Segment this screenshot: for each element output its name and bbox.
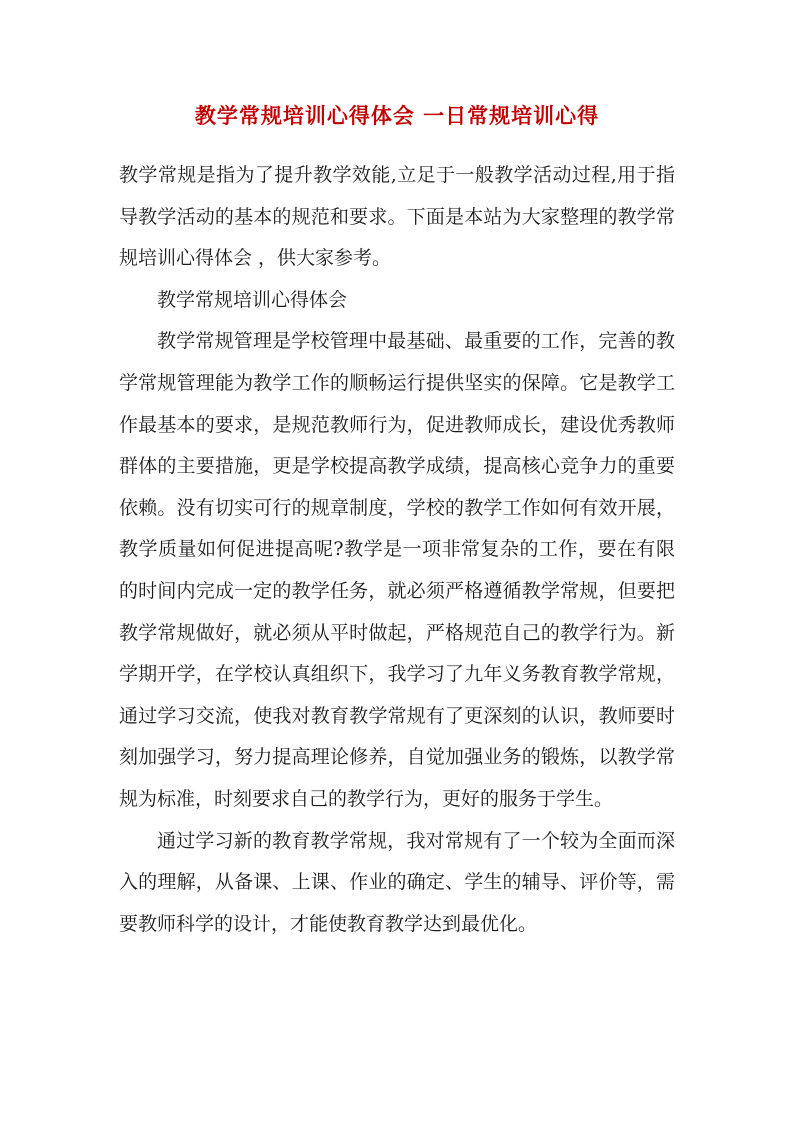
body-paragraph-1: 教学常规管理是学校管理中最基础、最重要的工作，完善的教学常规管理能为教学工作的顺畅运行提供坚实的保障。它是教学工作最基本的要求，是规范教师行为，促进教师成长，建设优秀教师群体的主要措施，更是学校提高教学成绩，提高核心竞争力的重要依赖。没有切实可行的规章制度，学校的教学工作如何有效开展，教学质量如何促进提高呢?教学是一项非常复杂的工作，要在有限的时间内完成一定的教学任务，就必须严格遵循教学常规，但要把教学常规做好，就必须从平时做起，严格规范自己的教学行为。新学期开学，在学校认真组织下，我学习了九年义务教育教学常规，通过学习交流，使我对教育教学常规有了更深刻的认识，教师要时刻加强学习，努力提高理论修养，自觉加强业务的锻炼，以教学常规为标准，时刻要求自己的教学行为，更好的服务于学生。 bbox=[119, 330, 675, 810]
section-subheading: 教学常规培训心得体会 bbox=[157, 288, 348, 311]
intro-paragraph: 教学常规是指为了提升教学效能,立足于一般教学活动过程,用于指导教学活动的基本的规范和要求。下面是本站为大家整理的教学常规培训心得体会 ，供大家参考。 bbox=[119, 164, 675, 270]
document-body bbox=[119, 155, 675, 945]
body-paragraph-2: 通过学习新的教育教学常规，我对常规有了一个较为全面而深入的理解，从备课、上课、作业的确定、学生的辅导、评价等，需要教师科学的设计，才能使教育教学达到最优化。 bbox=[119, 829, 675, 935]
document-title: 教学常规培训心得体会 一日常规培训心得 bbox=[194, 103, 600, 128]
